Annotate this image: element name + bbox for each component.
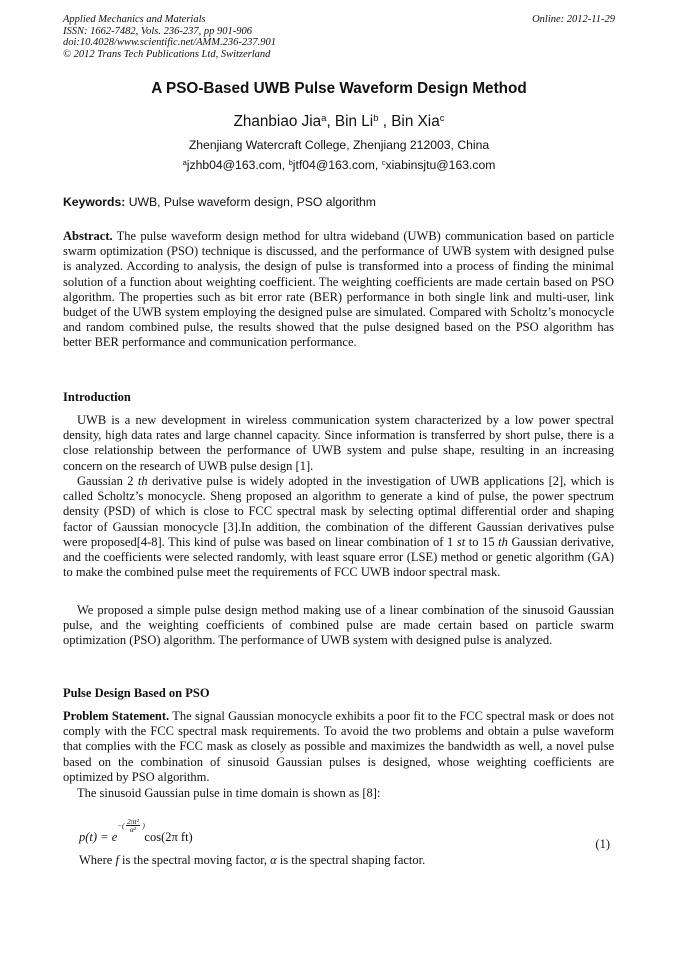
email-address: jtf04@163.com, — [292, 158, 382, 172]
text-run: Gaussian derivative, and the coefficients were selected randomly, with least square error (LSE) method or genetic algorithm (GA) to make the combined pulse meet the requirements of FCC UWB indoor spectral mask. — [63, 534, 614, 580]
exponent-numerator: 2πt² — [127, 817, 139, 826]
abstract-paragraph — [63, 229, 614, 351]
keywords-text: UWB, Pulse waveform design, PSO algorithm — [125, 195, 376, 209]
paper-title: A PSO-Based UWB Pulse Waveform Design Method — [151, 80, 527, 97]
symbol-alpha: α — [270, 853, 277, 867]
affiliation: Zhenjiang Watercraft College, Zhenjiang 212003, China — [188, 138, 490, 152]
journal-name: Applied Mechanics and Materials — [63, 14, 206, 25]
abstract-label: Abstract. — [63, 229, 113, 243]
equation-rhs: cos(2π ft) — [141, 830, 193, 844]
author-superscript: b — [373, 112, 379, 124]
equation-number: (1) — [595, 837, 610, 851]
text-run: is the spectral shaping factor. — [276, 853, 426, 867]
author-superscript: a — [321, 112, 327, 124]
problem-statement-paragraph — [63, 709, 614, 785]
keywords-label: Keywords: — [63, 195, 126, 209]
equation-body — [79, 830, 193, 845]
journal-header — [63, 14, 276, 60]
italic-run: th — [137, 474, 148, 488]
email-address: xiabinsjtu@163.com — [385, 158, 496, 172]
text-run: derivative pulse is widely adopted in the investigation of UWB applications [2], which is called Scholtz’s monocycle. Sheng proposed an algorithm to generate a kind of pulse, the power spectrum density (PSD) of which is close to FCC spectral mask by selecting optimal differential order and shaping factor of Gaussian monocycle [3].In addition, the combination of the different Gaussian derivatives pulse were proposed[4-8]. This kind of pulse was based on linear combination of 1 — [63, 474, 614, 549]
issn-line: ISSN: 1662-7482, Vols. 236-237, pp 901-906 — [63, 25, 252, 37]
equation-1 — [79, 818, 379, 858]
author-name: Zhanbiao Jia — [233, 113, 322, 130]
online-date: Online: 2012-11-29 — [532, 14, 615, 25]
exponent-prefix: −( — [117, 821, 125, 830]
author-list — [0, 113, 678, 131]
sinusoid-intro-line: The sinusoid Gaussian pulse in time domain is shown as [8]: — [77, 786, 381, 800]
exponent-denominator: α² — [129, 825, 137, 834]
pulse-design-heading: Pulse Design Based on PSO — [63, 686, 210, 700]
abstract-text: The pulse waveform design method for ultra wideband (UWB) communication based on particle swarm optimization (PSO) technique is discussed, and the performance of UWB system with designed pulse is analyzed. According to analysis, the design of pulse is transformed into a process of finding the minimal solution of a function about weighting coefficient. The weighting coefficients are made certain based on PSO algorithm. The properties such as bit error rate (BER) performance in both single link and multi-user, link budget of the UWB system employing the designed pulse are simulated. Compared with Scholtz’s monocycle and random combined pulse, the results showed that the pulse designed based on the PSO algorithm has better BER performance and communication performance. — [63, 229, 614, 350]
email-address: jzhb04@163.com, — [186, 158, 289, 172]
intro-paragraph-2 — [63, 474, 614, 580]
text-run: is the spectral moving factor, — [118, 853, 271, 867]
exponent-suffix: ) — [142, 821, 145, 830]
text-run: Gaussian 2 — [77, 474, 138, 488]
text-run: Where — [79, 853, 116, 867]
email-superscript: b — [288, 157, 293, 167]
email-line — [0, 158, 678, 172]
introduction-heading: Introduction — [63, 390, 131, 404]
italic-run: th — [498, 534, 508, 549]
text-run: to 15 — [465, 534, 499, 549]
problem-statement-label: Problem Statement. — [63, 709, 170, 723]
author-name: , Bin Xia — [378, 113, 440, 130]
keywords-line — [63, 195, 376, 209]
symbol-f: f — [115, 853, 119, 867]
intro-paragraph-3: We proposed a simple pulse design method making use of a linear combination of the sinusoid Gaussian pulse, and the weighting coefficients of combined pulse are made certain based on particle swarm optimization (PSO) algorithm. The performance of UWB system with designed pulse is analyzed. — [63, 603, 614, 648]
where-line — [79, 853, 425, 868]
equation-lhs: p(t) = e — [79, 830, 118, 844]
italic-run: st — [456, 534, 466, 549]
email-superscript: a — [182, 157, 187, 167]
intro-paragraph-1: UWB is a new development in wireless communication system characterized by a low power spectral density, high data rates and large channel capacity. Since information is transferred by short pulse, there is a close relationship between the performance of UWB system and pulse shape, resulting in an increasing concern on the research of UWB pulse design [1]. — [63, 413, 614, 473]
problem-statement-text: The signal Gaussian monocycle exhibits a poor fit to the FCC spectral mask or does not comply with the FCC spectral mask requirements. To avoid the two problems and obtain a pulse waveform that complies with the FCC mask as closely as possible and maximizes the bandwidth as well, a novel pulse based on the combination of sinusoid Gaussian pulses is designed, whose weighting coefficients are optimized by PSO algorithm. — [63, 709, 614, 784]
author-name: , Bin Li — [326, 113, 374, 130]
author-superscript: c — [439, 112, 445, 124]
copyright-line: © 2012 Trans Tech Publications Ltd, Switzerland — [63, 48, 271, 60]
doi-line: doi:10.4028/www.scientific.net/AMM.236-237.901 — [63, 37, 276, 48]
email-superscript: c — [381, 157, 386, 167]
